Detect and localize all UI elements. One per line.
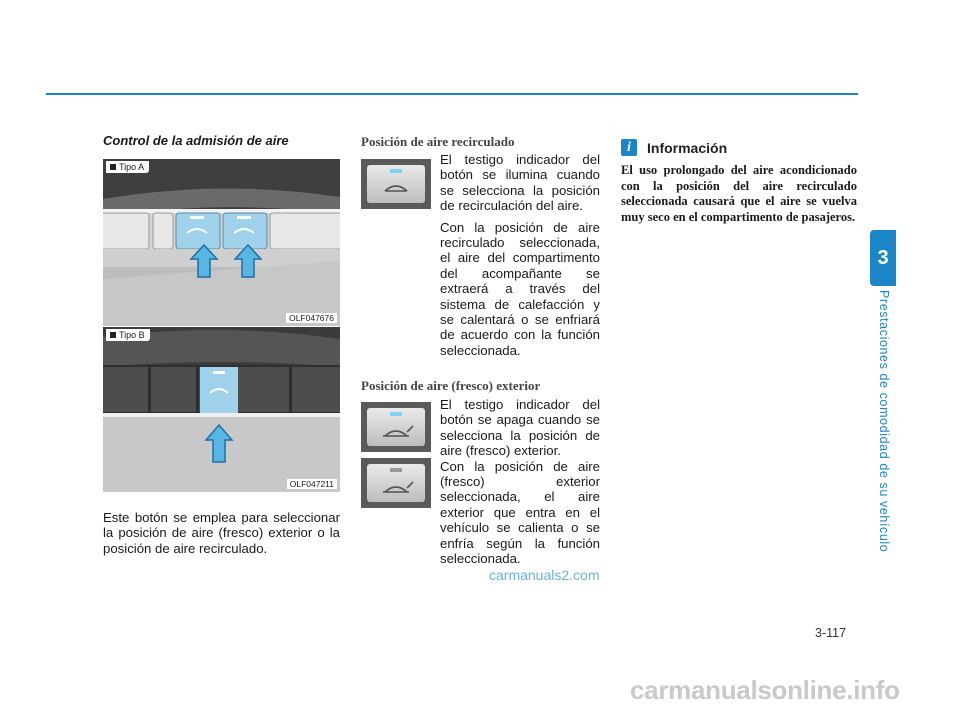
info-header <box>621 139 727 156</box>
bullet-square-icon <box>110 164 116 170</box>
climate-panel-photo-a <box>103 159 340 326</box>
fresh-air-indicator-off-icon <box>367 464 425 502</box>
recirculated-text: El testigo indicador del botón se ilumina cuando se selecciona la posición de recirculación del aire. Con la posición de aire recirculado seleccionada, el aire del compartimento del acompañante se extraerá a través del sistema de calefacción y se calentará o se enfriará de acuerdo con la función seleccionada. <box>440 152 600 358</box>
info-body: El uso prolongado del aire acondicionado con la posición del aire recirculado seleccionada causará que el aire se vuelva muy seco en el compartimento de pasajeros. <box>621 163 857 224</box>
figure-label-b: Tipo B <box>106 329 150 341</box>
air-intake-description: Este botón se emplea para seleccionar la posición de aire (fresco) exterior o la posición de aire recirculado. <box>103 510 340 556</box>
climate-panel-photo-b <box>103 327 340 492</box>
info-title: Información <box>647 139 728 156</box>
chapter-title: Prestaciones de comodidad de su vehículo <box>877 290 891 553</box>
chapter-number-tab: 3 <box>870 230 896 286</box>
top-divider <box>46 93 858 95</box>
figure-tipo-b <box>103 327 340 492</box>
info-icon: i <box>621 139 637 156</box>
bullet-square-icon <box>110 332 116 338</box>
figure-code-a: OLF047676 <box>286 313 337 323</box>
figure-code-b: OLF047211 <box>287 479 337 489</box>
fresh-air-text: El testigo indicador del botón se apaga cuando se selecciona la posición de aire (fresco) exterior. Con la posición de aire (fresco) exterior seleccionada, el aire exterior que entra en el vehículo se calienta o se enfría según la función seleccionada. <box>440 397 600 567</box>
figure-tipo-a <box>103 159 340 326</box>
watermark-link[interactable]: carmanuals2.com <box>489 567 600 583</box>
footer-watermark: carmanualsonline.info <box>630 675 900 705</box>
page-number: 3-117 <box>815 626 847 640</box>
recirculation-indicator-icon <box>367 165 425 203</box>
fresh-air-indicator-lit-icon <box>367 408 425 446</box>
heading-fresh-air: Posición de aire (fresco) exterior <box>361 378 541 393</box>
recirculation-button-on-photo <box>361 159 431 209</box>
section-heading-air-intake: Control de la admisión de aire <box>103 133 289 148</box>
fresh-air-button-on-photo <box>361 402 431 452</box>
fresh-air-button-off-photo <box>361 458 431 508</box>
heading-recirculated: Posición de aire recirculado <box>361 134 515 149</box>
figure-label-a: Tipo A <box>106 161 149 173</box>
